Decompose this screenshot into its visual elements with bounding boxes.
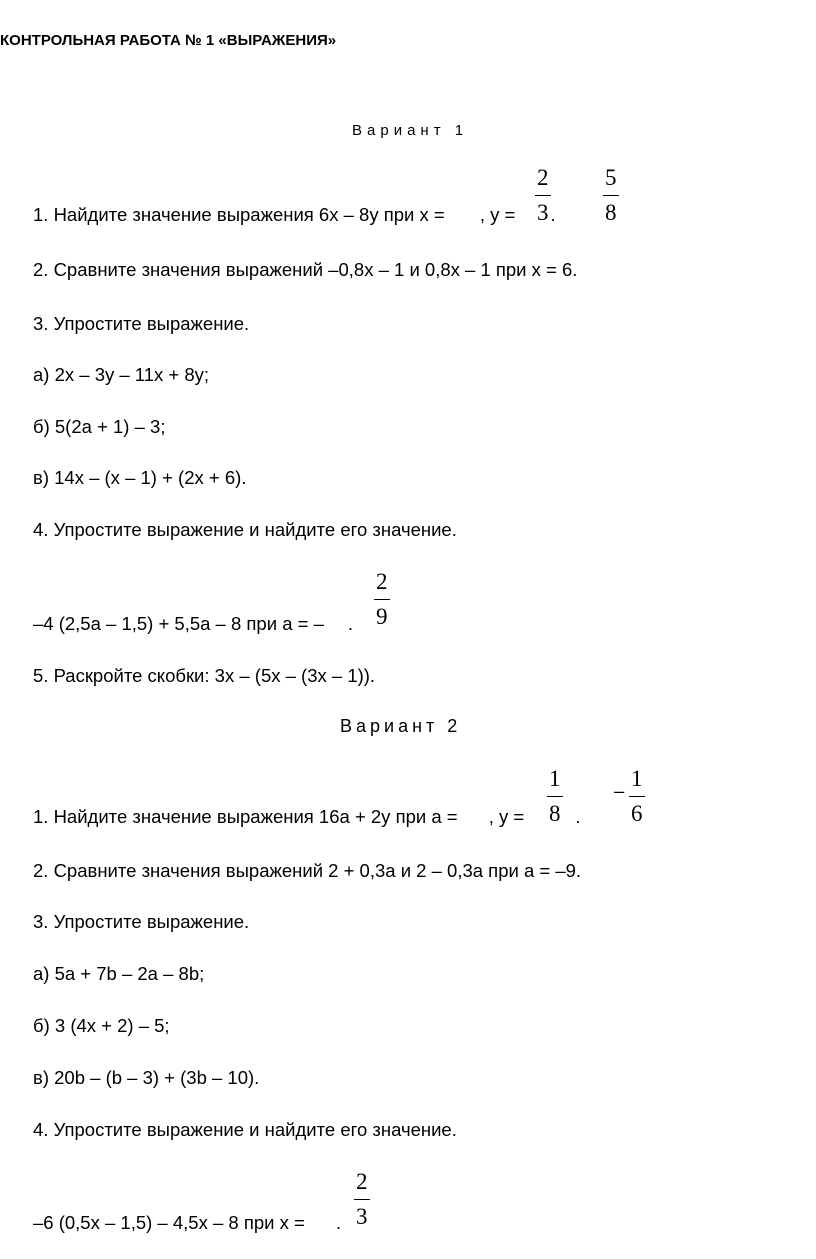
v1-task1-x-fraction: 2 3 [537, 165, 549, 225]
v2-task1 [33, 806, 580, 828]
v2-task3c: в) 20b – (b – 3) + (3b – 10). [33, 1067, 260, 1088]
v1-task4-expression [33, 613, 353, 635]
v2-task4-expr-text: –6 (0,5x – 1,5) – 4,5x – 8 при x = [33, 1212, 310, 1233]
page-title: КОНТРОЛЬНАЯ РАБОТА № 1 «ВЫРАЖЕНИЯ» [0, 32, 337, 49]
v1-task1-sep: , y = [479, 204, 521, 225]
v2-task4-fraction: 2 3 [356, 1169, 368, 1229]
v2-task1-sep: , y = [488, 806, 530, 827]
v2-task1-end: . [575, 806, 581, 827]
v1-task5: 5. Раскройте скобки: 3x – (5x – (3x – 1)). [33, 665, 376, 686]
v2-task3: 3. Упростите выражение. [33, 911, 250, 932]
v2-task4-expr-end: . [335, 1212, 342, 1233]
v2-task3b: б) 3 (4x + 2) – 5; [33, 1015, 170, 1036]
v1-task4-expr-text: –4 (2,5a – 1,5) + 5,5a – 8 при a = – [33, 613, 324, 634]
v1-task3a: а) 2x – 3y – 11x + 8y; [33, 364, 210, 385]
v2-task4: 4. Упростите выражение и найдите его значение. [33, 1119, 457, 1140]
v1-task1-end: . [550, 204, 556, 225]
v1-task2: 2. Сравните значения выражений –0,8x – 1 и 0,8x – 1 при x = 6. [33, 259, 578, 280]
v1-task1 [33, 204, 556, 226]
v2-task1-text: 1. Найдите значение выражения 16a + 2y при a = [33, 806, 463, 827]
variant-1-heading: Вариант 1 [352, 122, 469, 139]
v2-task1-y-fraction: 1 6 [631, 766, 643, 826]
v2-task2: 2. Сравните значения выражений 2 + 0,3a и 2 – 0,3a при a = –9. [33, 860, 582, 881]
v2-task1-y-sign: – [614, 780, 625, 801]
v2-task3a: а) 5a + 7b – 2a – 8b; [33, 963, 205, 984]
v1-task3c: в) 14x – (x – 1) + (2x + 6). [33, 467, 247, 488]
v2-task1-a-fraction: 1 8 [549, 766, 561, 826]
v1-task4: 4. Упростите выражение и найдите его значение. [33, 519, 457, 540]
v1-task1-y-fraction: 5 8 [605, 165, 617, 225]
v1-task3: 3. Упростите выражение. [33, 313, 250, 334]
v1-task4-fraction: 2 9 [376, 569, 388, 629]
v1-task4-expr-end: . [347, 613, 354, 634]
variant-2-heading: Вариант 2 [340, 716, 462, 736]
v1-task1-text: 1. Найдите значение выражения 6x – 8y при x = [33, 204, 450, 225]
v1-task3b: б) 5(2a + 1) – 3; [33, 416, 166, 437]
v2-task4-expression [33, 1212, 341, 1234]
